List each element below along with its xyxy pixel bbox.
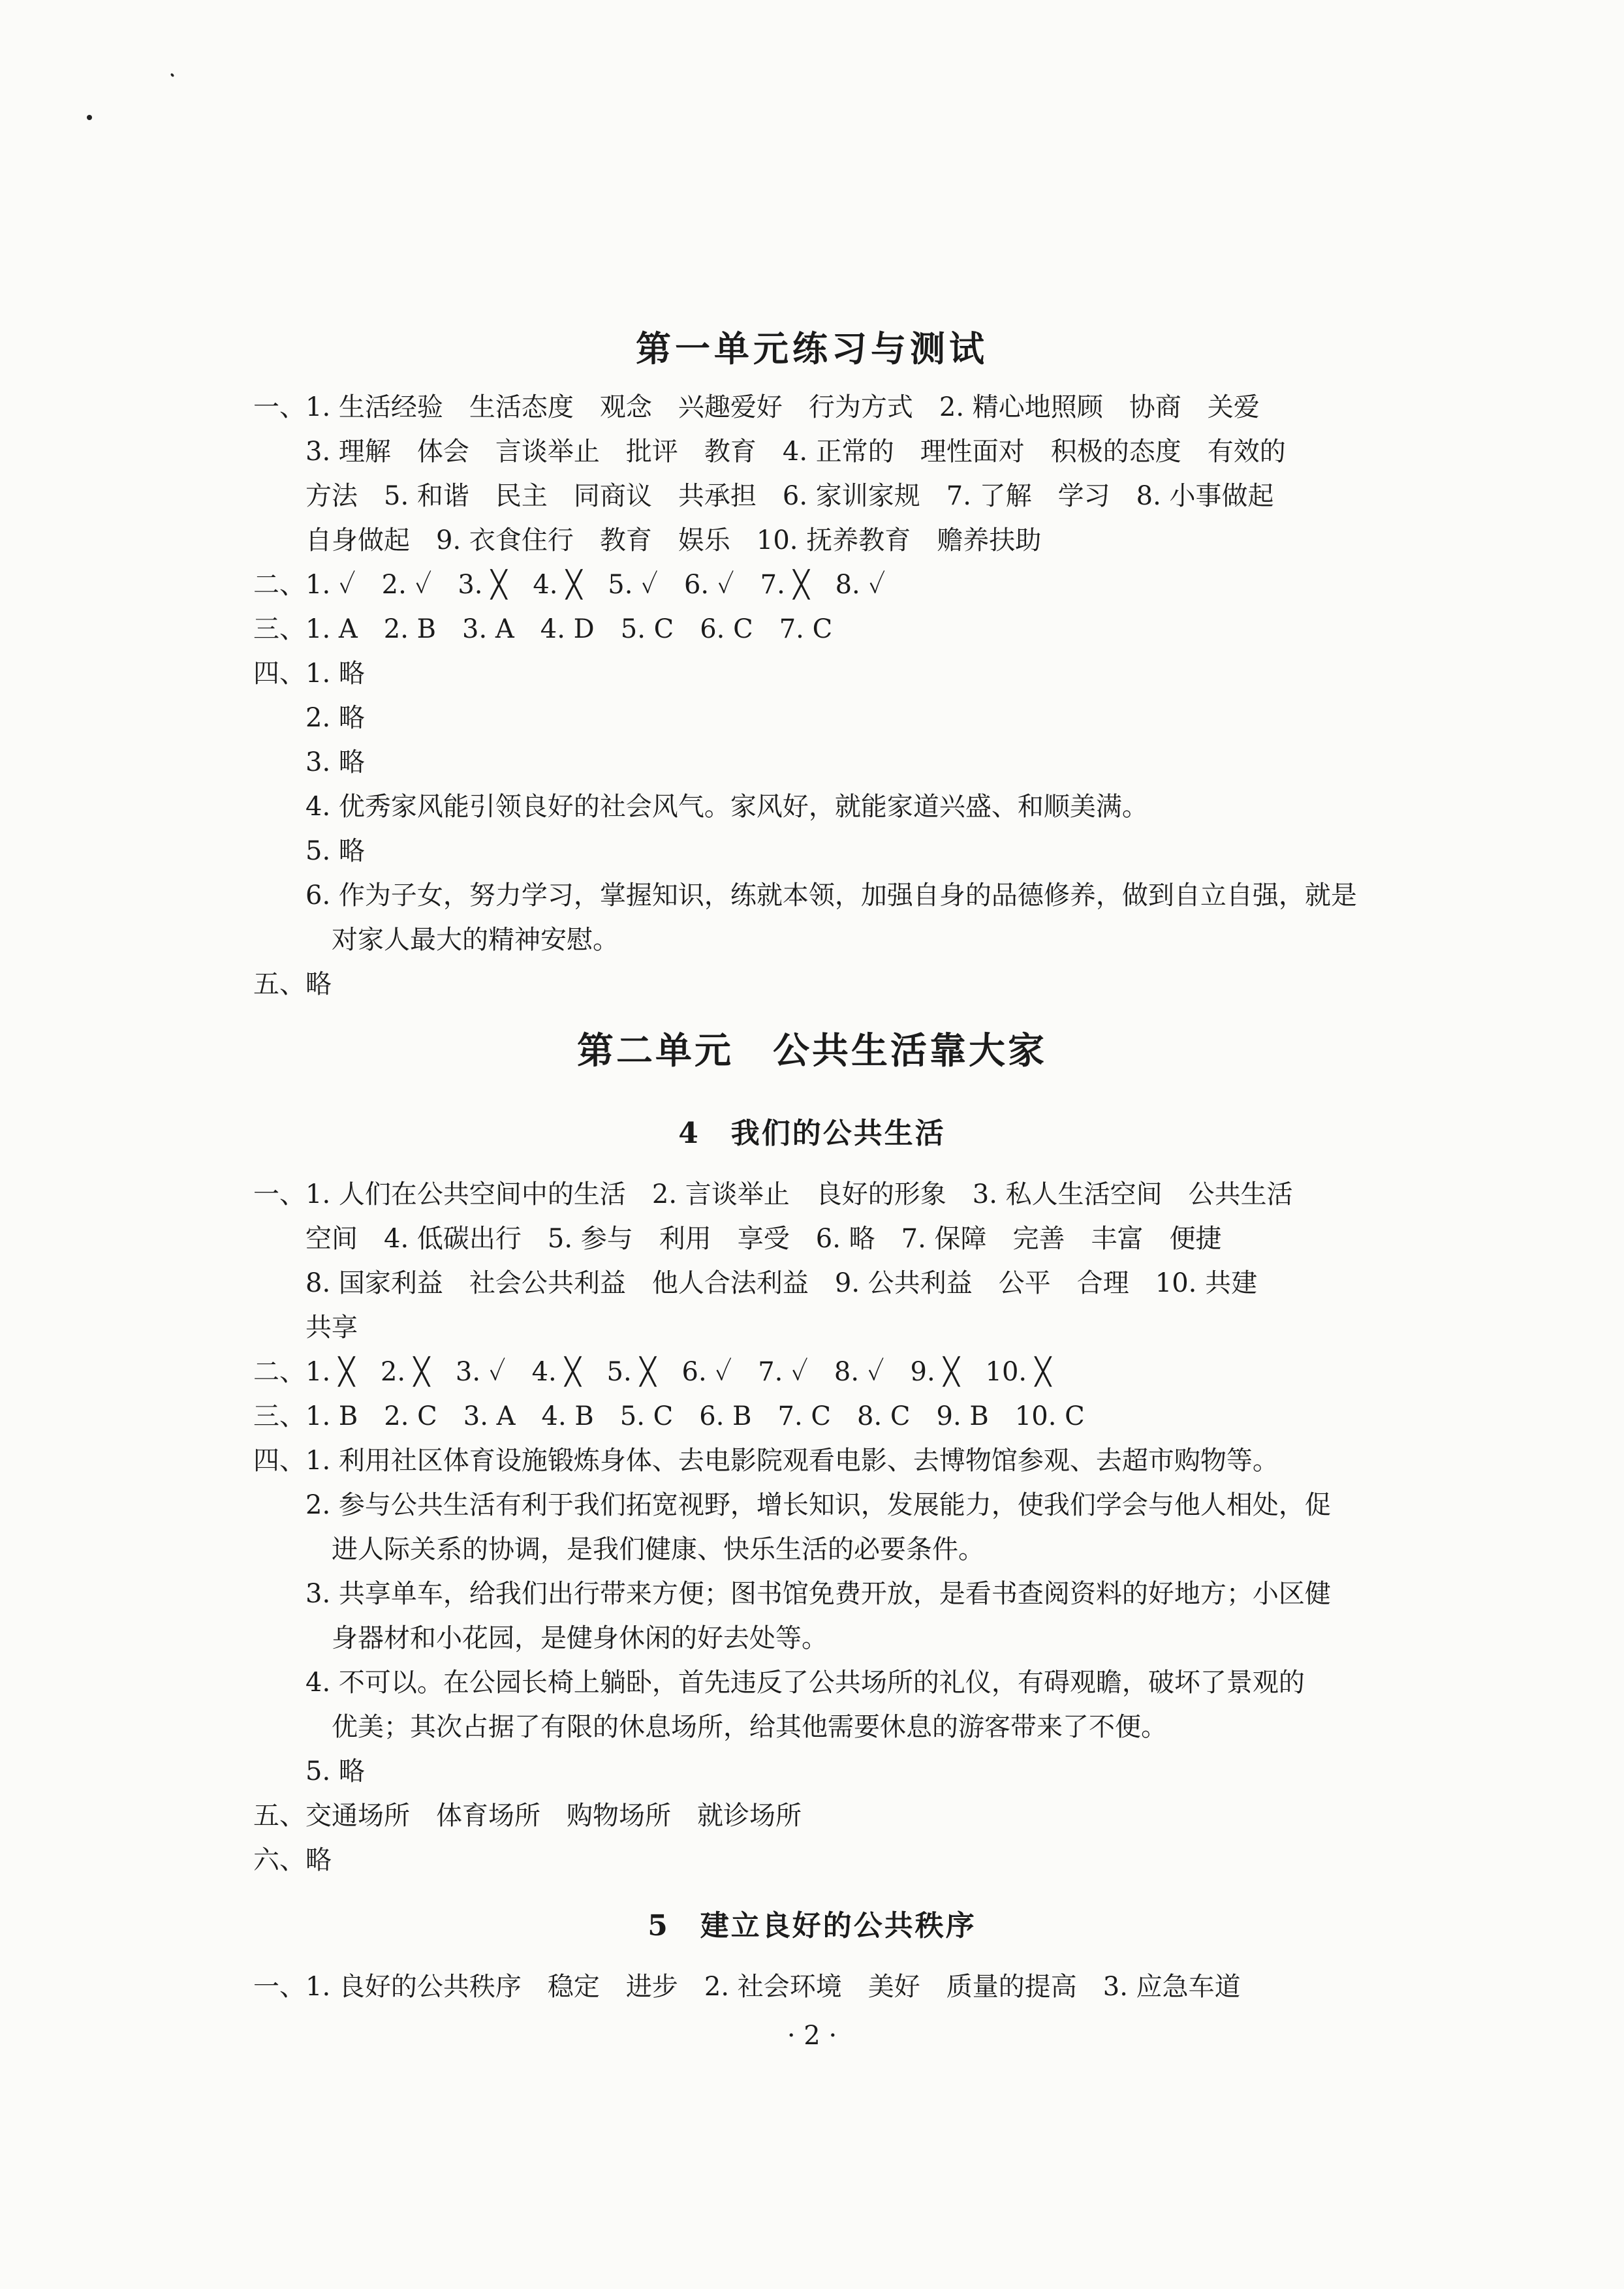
q1-line: 自身做起 9. 衣食住行 教育 娱乐 10. 抚养教育 赡养扶助: [305, 525, 1042, 555]
q1-line: 方法 5. 和谐 民主 同商议 共承担 6. 家训家规 7. 了解 学习 8. 小事做起: [305, 481, 1274, 511]
q4-item: 2. 略: [305, 703, 365, 733]
q4-item: 4. 优秀家风能引领良好的社会风气。家风好，就能家道兴盛、和顺美满。: [305, 792, 1148, 822]
l4-q4-item: 进人际关系的协调，是我们健康、快乐生活的必要条件。: [332, 1534, 984, 1565]
q5-answer: 五、略: [253, 969, 332, 999]
l4-q4-item: 优美；其次占据了有限的休息场所，给其他需要休息的游客带来了不便。: [332, 1712, 1167, 1742]
q1-line: 1. 生活经验 生活态度 观念 兴趣爱好 行为方式 2. 精心地照顾 协商 关爱: [305, 392, 1260, 422]
l4-q1-line: 共享: [305, 1313, 358, 1343]
l4-q1-label: 一、: [253, 1179, 305, 1209]
l4-q1-line: 1. 人们在公共空间中的生活 2. 言谈举止 良好的形象 3. 私人生活空间 公共生活: [305, 1179, 1293, 1209]
l4-q6-answer: 六、略: [253, 1845, 332, 1875]
q3-answers: 三、1. A 2. B 3. A 4. D 5. C 6. C 7. C: [253, 614, 833, 644]
l4-q4-item: 5. 略: [305, 1756, 365, 1786]
q4-item: 3. 略: [305, 747, 365, 777]
scan-dot: [87, 115, 92, 120]
q4-item: 1. 略: [305, 659, 365, 689]
l4-q1-line: 空间 4. 低碳出行 5. 参与 利用 享受 6. 略 7. 保障 完善 丰富 便捷: [305, 1224, 1222, 1254]
lesson-title: 5 建立良好的公共秩序: [648, 1909, 976, 1942]
l4-q4-item: 身器材和小花园，是健身休闲的好去处等。: [332, 1623, 828, 1653]
lesson-title: 4 我们的公共生活: [678, 1117, 946, 1150]
l5-q1-answers: 一、1. 良好的公共秩序 稳定 进步 2. 社会环境 美好 质量的提高 3. 应急车道: [253, 1972, 1241, 2002]
q2-answers: 二、1. ✓ 2. ✓ 3. ╳ 4. ╳ 5. ✓ 6. ✓ 7. ╳ 8. ✓: [253, 570, 886, 600]
l4-q5-answer: 五、交通场所 体育场所 购物场所 就诊场所: [253, 1801, 802, 1831]
l4-q4-item: 1. 利用社区体育设施锻炼身体、去电影院观看电影、去博物馆参观、去超市购物等。: [305, 1446, 1279, 1476]
l4-q4-item: 4. 不可以。在公园长椅上躺卧，首先违反了公共场所的礼仪，有碍观瞻，破坏了景观的: [305, 1668, 1305, 1698]
q4-item: 5. 略: [305, 836, 365, 866]
l4-q1-line: 8. 国家利益 社会公共利益 他人合法利益 9. 公共利益 公平 合理 10. 共建: [305, 1268, 1258, 1298]
q1-label: 一、: [253, 392, 305, 422]
unit-title: 第二单元 公共生活靠大家: [577, 1029, 1047, 1072]
l4-q4-item: 2. 参与公共生活有利于我们拓宽视野，增长知识，发展能力，使我们学会与他人相处，促: [305, 1490, 1331, 1520]
scan-speck: [170, 72, 175, 77]
q4-item: 对家人最大的精神安慰。: [332, 925, 619, 955]
l4-q4-label: 四、: [253, 1446, 305, 1476]
page-number: · 2 ·: [787, 2021, 837, 2051]
q4-label: 四、: [253, 659, 305, 689]
l4-q2-answers: 二、1. ╳ 2. ╳ 3. ✓ 4. ╳ 5. ╳ 6. ✓ 7. ✓ 8. ✓ 9. ╳ 10. ╳: [253, 1357, 1051, 1387]
section-title: 第一单元练习与测试: [636, 328, 988, 369]
q4-item: 6. 作为子女，努力学习，掌握知识，练就本领，加强自身的品德修养，做到自立自强，就是: [305, 880, 1357, 911]
l4-q3-answers: 三、1. B 2. C 3. A 4. B 5. C 6. B 7. C 8. C 9. B 10. C: [253, 1401, 1085, 1431]
q1-line: 3. 理解 体会 言谈举止 批评 教育 4. 正常的 理性面对 积极的态度 有效的: [305, 437, 1286, 467]
l4-q4-item: 3. 共享单车，给我们出行带来方便；图书馆免费开放，是看书查阅资料的好地方；小区健: [305, 1579, 1331, 1609]
